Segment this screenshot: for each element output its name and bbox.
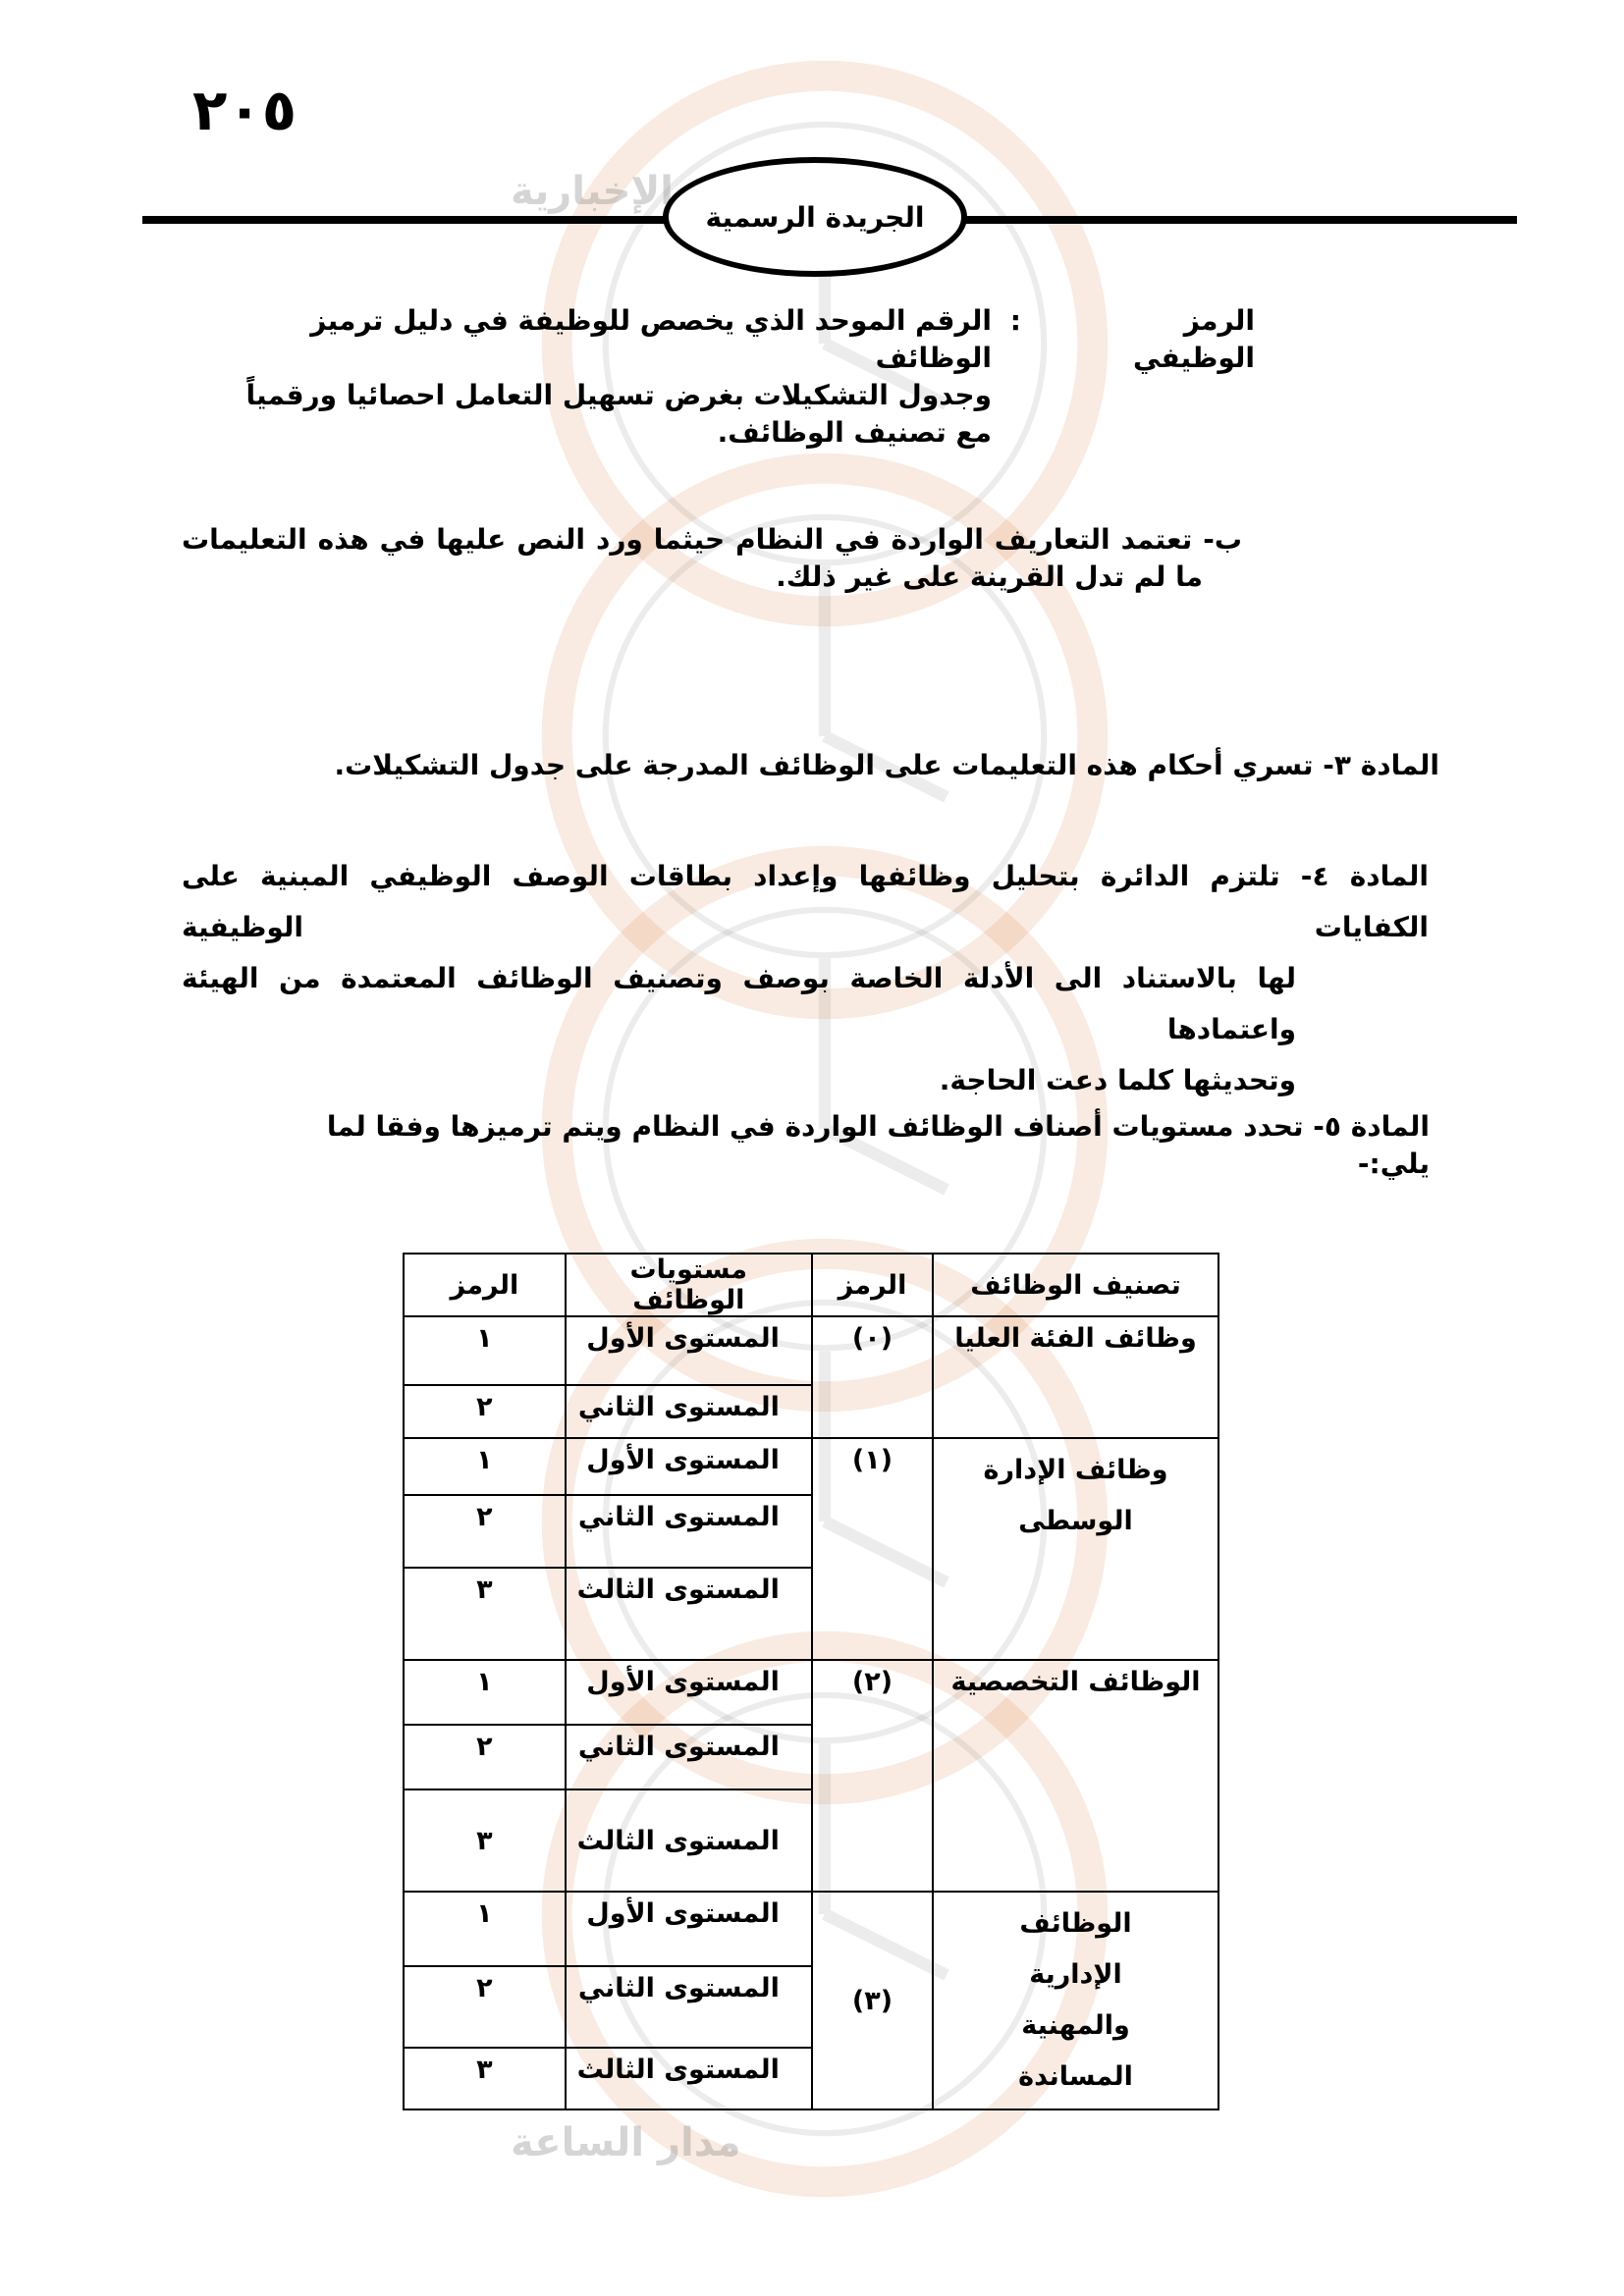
level-cell: المستوى الثالث — [566, 1568, 812, 1660]
level-code-cell: ١ — [404, 1316, 566, 1385]
level-code-cell: ٣ — [404, 2048, 566, 2109]
table-header-row — [404, 1254, 1218, 1316]
level-cell: المستوى الأول — [566, 1438, 812, 1495]
level-cell: المستوى الثاني — [566, 1385, 812, 1438]
classification-cell: وظائف الفئة العليا — [933, 1316, 1218, 1438]
level-cell: المستوى الثاني — [566, 1966, 812, 2048]
level-code-cell: ٢ — [404, 1725, 566, 1789]
level-code-cell: ١ — [404, 1660, 566, 1725]
article-4-line: وتحديثها كلما دعت الحاجة. — [939, 1064, 1296, 1096]
classification-cell: الوظائف الإدارية والمهنية المساندة — [933, 1892, 1218, 2109]
table-row — [404, 1892, 1218, 1966]
level-cell: المستوى الثاني — [566, 1725, 812, 1789]
definition-line: الرقم الموحد الذي يخصص للوظيفة في دليل ترميز الوظائف — [310, 304, 992, 374]
level-cell: المستوى الأول — [566, 1316, 812, 1385]
level-code-cell: ٣ — [404, 1789, 566, 1892]
article-3: المادة ٣- تسري أحكام هذه التعليمات على الوظائف المدرجة على جدول التشكيلات. — [334, 749, 1439, 781]
definition-line: مع تصنيف الوظائف. — [717, 416, 992, 449]
header-levels: مستويات الوظائف — [566, 1254, 812, 1316]
classification-cell: وظائف الإدارة الوسطى — [933, 1438, 1218, 1660]
level-cell: المستوى الأول — [566, 1660, 812, 1725]
level-cell: المستوى الأول — [566, 1892, 812, 1966]
level-cell: المستوى الثالث — [566, 2048, 812, 2109]
table-row — [404, 1438, 1218, 1495]
header-class-code: الرمز — [812, 1254, 933, 1316]
level-code-cell: ٣ — [404, 1568, 566, 1660]
level-code-cell: ١ — [404, 1438, 566, 1495]
level-code-cell: ١ — [404, 1892, 566, 1966]
level-cell: المستوى الثاني — [566, 1495, 812, 1568]
clause-b — [182, 521, 1242, 596]
article-4 — [182, 851, 1429, 1106]
definition-text — [201, 302, 992, 452]
article-4-line: المادة ٤- تلتزم الدائرة بتحليل وظائفها وإعداد بطاقات الوصف الوظيفي المبنية على الكفايات الوظيفية — [182, 860, 1429, 943]
level-code-cell: ٢ — [404, 1385, 566, 1438]
definition-colon: : — [1009, 304, 1021, 337]
level-code-cell: ٢ — [404, 1495, 566, 1568]
definition-term: الرمز الوظيفي — [1133, 304, 1255, 374]
gazette-title-text: الجريدة الرسمية — [705, 200, 925, 234]
article-5: المادة ٥- تحدد مستويات أصناف الوظائف الواردة في النظام ويتم ترميزها وفقا لما يلي:- — [326, 1110, 1430, 1180]
class-code-cell: (٠) — [812, 1316, 933, 1438]
class-code-cell: (٢) — [812, 1660, 933, 1892]
header-level-code: الرمز — [404, 1254, 566, 1316]
level-cell: المستوى الثالث — [566, 1789, 812, 1892]
article-4-line: لها بالاستناد الى الأدلة الخاصة بوصف وتصنيف الوظائف المعتمدة من الهيئة واعتمادها — [182, 962, 1296, 1045]
class-code-cell: (١) — [812, 1438, 933, 1660]
table-row — [404, 1316, 1218, 1385]
level-code-cell: ٢ — [404, 1966, 566, 2048]
page-number: ٢٠٥ — [192, 77, 298, 143]
table-row — [404, 1660, 1218, 1725]
clause-b-line: ب- تعتمد التعاريف الواردة في النظام حيثما ورد النص عليها في هذه التعليمات — [182, 523, 1242, 556]
header-classification: تصنيف الوظائف — [933, 1254, 1218, 1316]
classification-cell: الوظائف التخصصية — [933, 1660, 1218, 1892]
definition-line: وجدول التشكيلات بغرض تسهيل التعامل احصائيا ورقمياً — [245, 379, 992, 411]
job-classification-table — [403, 1253, 1219, 2110]
watermark-label: الإخبارية — [511, 169, 674, 214]
class-code-cell: (٣) — [812, 1892, 933, 2109]
watermark-label: مدار الساعة — [511, 2120, 741, 2165]
gazette-title — [663, 157, 967, 277]
clause-b-line: ما لم تدل القرينة على غير ذلك. — [776, 561, 1203, 593]
